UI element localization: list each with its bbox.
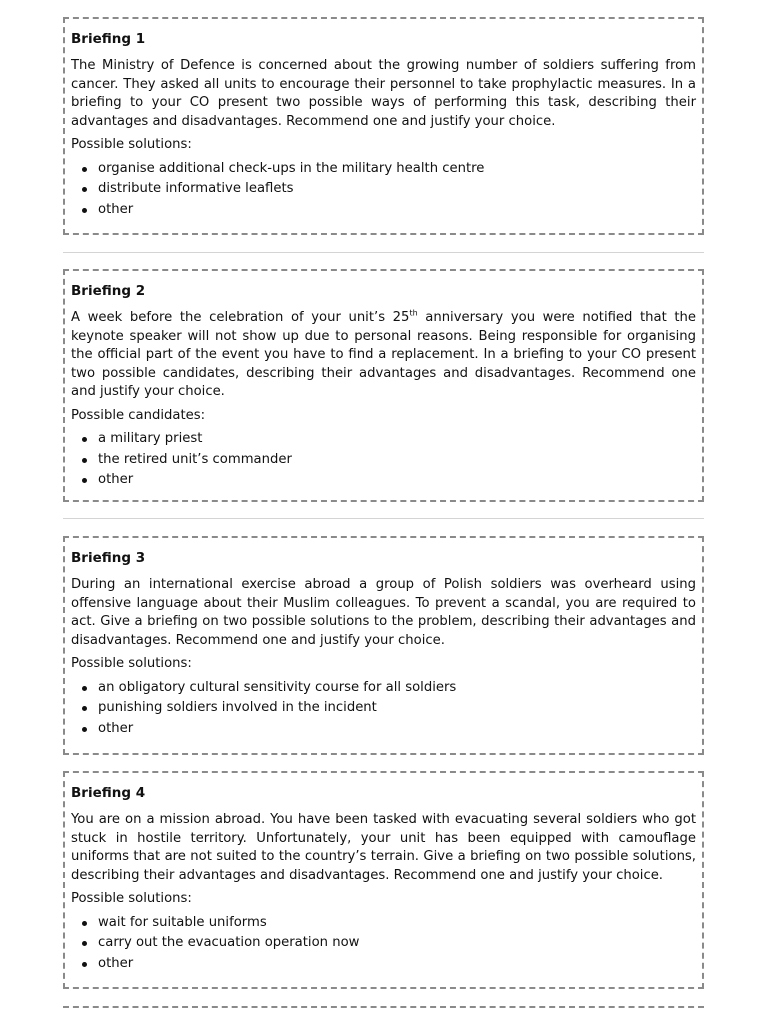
list-item: other — [98, 719, 696, 740]
options-intro: Possible solutions: — [71, 656, 192, 671]
options-list — [71, 429, 696, 491]
list-item: other — [98, 470, 696, 491]
briefing-card-3 — [63, 536, 704, 755]
list-item: a military priest — [98, 429, 696, 450]
briefing-title: Briefing 1 — [71, 31, 146, 47]
list-item: the retired unit’s commander — [98, 450, 696, 471]
options-list — [71, 913, 696, 975]
list-item: other — [98, 200, 696, 221]
list-item: distribute informative leaflets — [98, 179, 696, 200]
briefing-text: During an international exercise abroad a group of Polish soldiers was overheard using offensive language about their Muslim colleagues. To prevent a scandal, you are required to act. Give a briefing on two possible solutions to the problem, describing their advantages and disadvantages. Recommend one and justify your choice. — [71, 577, 696, 648]
briefing-text-start: A week before the celebration of your unit’s 25 — [71, 310, 410, 325]
list-item: organise additional check-ups in the military health centre — [98, 159, 696, 180]
briefing-text — [71, 309, 696, 402]
briefing-card-2 — [63, 269, 704, 502]
briefing-card-1 — [63, 17, 704, 235]
next-card-top-border — [63, 1006, 704, 1008]
list-item: punishing soldiers involved in the incident — [98, 698, 696, 719]
briefing-title: Briefing 2 — [71, 283, 146, 299]
ordinal-suffix: th — [409, 308, 418, 318]
briefing-text: You are on a mission abroad. You have been tasked with evacuating several soldiers who got stuck in hostile territory. Unfortunately, your unit has been equipped with camouflage uniforms that are not suited to the country’s terrain. Give a briefing on two possible solutions, describing their advantages and disadvantages. Recommend one and justify your choice. — [71, 812, 696, 883]
options-list — [71, 159, 696, 221]
list-item: an obligatory cultural sensitivity course for all soldiers — [98, 678, 696, 699]
briefing-title: Briefing 3 — [71, 550, 146, 566]
options-intro: Possible solutions: — [71, 891, 192, 906]
separator — [63, 252, 704, 253]
options-intro: Possible candidates: — [71, 407, 206, 423]
list-item: other — [98, 954, 696, 975]
briefing-title: Briefing 4 — [71, 785, 146, 801]
list-item: carry out the evacuation operation now — [98, 933, 696, 954]
options-intro: Possible solutions: — [71, 137, 192, 152]
separator — [63, 518, 704, 519]
list-item: wait for suitable uniforms — [98, 913, 696, 934]
briefing-text: The Ministry of Defence is concerned about the growing number of soldiers suffering from cancer. They asked all units to encourage their personnel to take prophylactic measures. In a briefing to your CO present two possible ways of performing this task, describing their advantages and disadvantages. Recommend one and justify your choice. — [71, 58, 696, 129]
options-list — [71, 678, 696, 740]
briefing-card-4 — [63, 771, 704, 989]
briefing-text-rest: anniversary you were notified that the keynote speaker will not show up due to personal reasons. Being responsible for organising the official part of the event you have to find a replacement. In a briefing to your CO present two possible candidates, describing their advantages and disadvantages. Recommend one and justify your choice. — [71, 310, 696, 399]
